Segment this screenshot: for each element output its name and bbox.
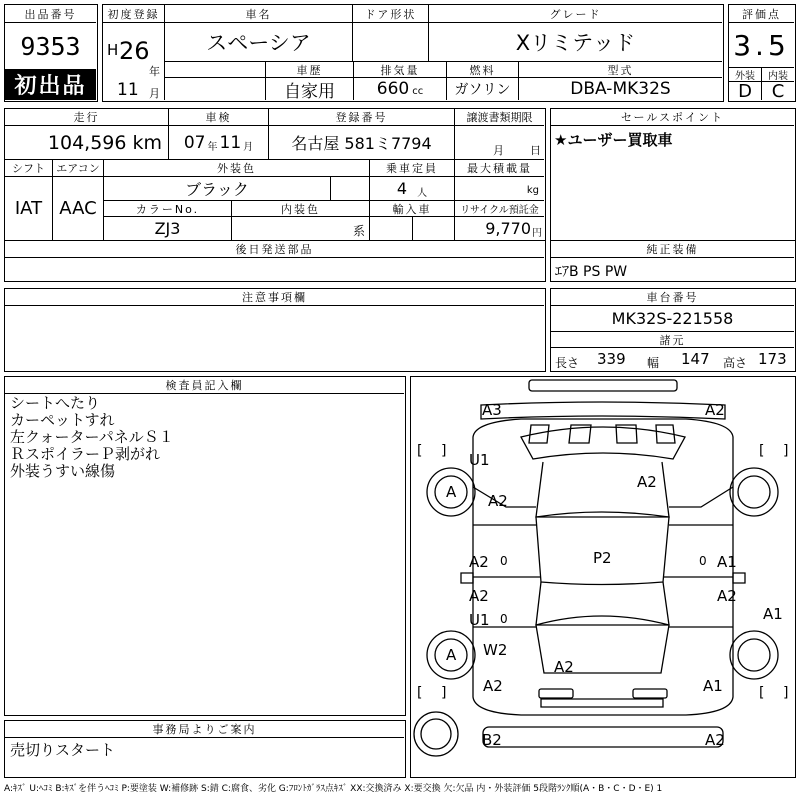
inspection-label: 車検	[205, 111, 232, 124]
damage-diagram-box	[410, 376, 796, 778]
registration-era: H	[107, 41, 119, 59]
max-load-unit: kg	[526, 185, 539, 196]
car-diagram	[411, 377, 794, 776]
registration-year-unit: 年	[149, 65, 160, 78]
mark-wheel-fl: A	[446, 483, 457, 501]
mark-rear-door-left-u: U1	[469, 611, 490, 629]
recycle-unit: 円	[532, 227, 542, 239]
lot-box	[4, 4, 98, 102]
ext-color-label: 外装色	[217, 162, 256, 175]
mark-rear-left-w: W2	[483, 641, 508, 659]
displacement-value: 660	[376, 79, 410, 99]
max-load-label: 最大積載量	[467, 162, 532, 175]
bracket-rear-left-close: ]	[441, 685, 447, 701]
history-label: 車歴	[296, 63, 323, 77]
later-parts-label: 後日発送部品	[235, 243, 314, 256]
bracket-rear-right-close: ]	[783, 685, 789, 701]
bracket-front-right-open: [	[759, 443, 765, 459]
recycle-cell	[455, 217, 544, 240]
shift-label: シフト	[12, 162, 45, 175]
mark-rear-door-left-zero: 0	[500, 612, 508, 626]
mark-front-left: A3	[482, 401, 502, 419]
mark-front-right: A2	[705, 401, 725, 419]
exterior-label: 外装	[735, 71, 755, 82]
mark-rear-door-left: A2	[469, 587, 489, 605]
chassis-box	[550, 288, 796, 372]
aircon-label: エアコン	[56, 162, 100, 175]
registration-label: 初度登録	[107, 7, 160, 21]
car-info-box	[102, 4, 724, 102]
mark-front-door-right: A1	[717, 553, 737, 571]
legend: A:ｷｽﾞ U:ﾍｺﾐ B:ｷｽﾞを伴うﾍｺﾐ P:要塗装 W:補修跡 S:錆 C:腐食、劣化 G:ﾌﾛﾝﾄｶﾞﾗｽ点ｷｽﾞ XX:交換済み X:要交換 欠:欠品 内・外装評価 5段階ﾗﾝｸ順(A・B・C・D・E) 1	[4, 784, 663, 794]
ext-color-value: ブラック	[185, 180, 249, 199]
inspector-note: 左クォーターパネルＳ１	[10, 428, 174, 446]
inspector-notes-list	[10, 395, 174, 480]
inspector-note: カーペットすれ	[10, 411, 115, 429]
office-notes-value: 売切りスタート	[10, 741, 116, 759]
history-value: 自家用	[284, 81, 335, 102]
displacement-cell	[354, 78, 446, 100]
score-label: 評価点	[742, 7, 781, 21]
inspector-note: シートへたり	[10, 394, 101, 412]
score-value: 3.5	[733, 28, 790, 62]
interior-value: C	[771, 80, 785, 102]
inspection-year: 07	[183, 132, 206, 153]
length-label: 長さ	[555, 356, 580, 370]
model-value: DBA-MK32S	[570, 79, 671, 99]
car-name-label: 車名	[245, 7, 272, 21]
mark-roof: P2	[593, 549, 612, 567]
mark-front-door-left-zero: 0	[500, 554, 508, 568]
cautions-box	[4, 288, 546, 372]
capacity-cell	[370, 177, 454, 200]
chassis-label: 車台番号	[646, 291, 699, 304]
exterior-value: D	[738, 80, 752, 102]
fuel-value: ガソリン	[454, 82, 511, 98]
registration-month: 11	[117, 80, 139, 100]
length-value: 339	[597, 350, 626, 368]
mileage-unit: km	[132, 131, 162, 154]
aircon-value: AAC	[59, 198, 97, 219]
shift-value: IAT	[14, 198, 43, 219]
bracket-front-right-close: ]	[783, 443, 789, 459]
specs-label: 諸元	[659, 333, 686, 347]
equipment-value: ｴｱB PS PW	[555, 264, 628, 280]
sales-points-box	[550, 108, 796, 242]
mark-rear-left: A2	[483, 677, 503, 695]
import-label: 輸入車	[392, 202, 432, 216]
inspection-month: 11	[219, 132, 242, 153]
recycle-value: 9,770	[485, 219, 531, 238]
int-color-suffix: 系	[352, 224, 365, 238]
bracket-front-left-open: [	[417, 443, 423, 459]
mark-bumper-rear-left: B2	[482, 731, 502, 749]
inspector-note: ＲスポイラーＰ剥がれ	[10, 445, 161, 463]
inspector-note: 外装うすい線傷	[10, 462, 116, 480]
height-label: 高さ	[723, 356, 748, 370]
cautions-label: 注意事項欄	[242, 291, 307, 304]
registration-month-cell	[103, 79, 164, 100]
transfer-docs-day-unit: 日	[530, 144, 541, 157]
car-name: スペーシア	[206, 31, 311, 55]
inspection-cell	[169, 126, 268, 159]
capacity-value: 4	[396, 179, 408, 198]
mark-wheel-rl: A	[446, 646, 457, 664]
mileage-label: 走行	[73, 111, 100, 124]
equipment-label: 純正装備	[646, 243, 699, 256]
lot-number: 9353	[20, 31, 81, 61]
mark-bumper-rear-right: A2	[705, 731, 725, 749]
mark-rear-door-right: A2	[717, 587, 737, 605]
door-value	[353, 23, 428, 61]
model-label: 型式	[607, 63, 634, 77]
mark-fender-left-u: U1	[469, 451, 490, 469]
color-no-value: ZJ3	[154, 219, 181, 238]
sales-points-label: セールスポイント	[620, 111, 724, 124]
bracket-front-left-close: ]	[441, 443, 447, 459]
fuel-label: 燃料	[469, 63, 496, 77]
mark-rear-right: A1	[703, 677, 723, 695]
plate-value: 名古屋 581ミ7794	[291, 134, 432, 153]
height-value: 173	[758, 350, 787, 368]
registration-value	[103, 23, 164, 79]
color-no-label: カラーNo.	[135, 202, 200, 216]
capacity-label: 乗車定員	[386, 162, 438, 175]
mileage-value: 104,596	[47, 131, 127, 154]
equipment-box	[550, 240, 796, 282]
inspector-notes-box	[4, 376, 406, 716]
registration-year: 26	[119, 37, 150, 65]
lot-label: 出品番号	[24, 7, 77, 21]
mileage-cell	[5, 126, 168, 159]
mark-hood: A2	[637, 473, 657, 491]
bracket-rear-left-open: [	[417, 685, 423, 701]
width-value: 147	[681, 350, 710, 368]
interior-label: 内装	[768, 71, 788, 82]
mark-front-door-right-zero: 0	[699, 554, 707, 568]
inspection-year-unit: 年	[207, 142, 218, 153]
inspector-notes-label: 検査員記入欄	[165, 379, 244, 392]
grade-value: Xリミテッド	[515, 31, 636, 55]
first-listing-badge: 初出品	[5, 69, 96, 100]
transfer-docs-label: 譲渡書類期限	[466, 111, 533, 124]
recycle-label: リサイクル預託金	[460, 205, 539, 216]
capacity-unit: 人	[417, 187, 428, 199]
transfer-docs-cell	[455, 126, 544, 159]
plate-label: 登録番号	[335, 111, 388, 124]
sales-points-value: ★ユーザー買取車	[554, 131, 673, 149]
transfer-docs-month-unit: 月	[493, 144, 504, 157]
displacement-unit: cc	[412, 86, 424, 97]
office-notes-label: 事務局よりご案内	[152, 723, 257, 736]
office-notes-box	[4, 720, 406, 778]
bracket-rear-right-open: [	[759, 685, 765, 701]
mark-right-quarter: A1	[763, 605, 783, 623]
mark-front-door-left: A2	[469, 553, 489, 571]
grade-label: グレード	[549, 7, 602, 21]
later-parts-box	[4, 240, 546, 282]
mark-fender-left: A2	[488, 492, 508, 510]
inspection-month-unit: 月	[243, 142, 254, 153]
score-box	[728, 4, 796, 102]
displacement-label: 排気量	[380, 63, 420, 77]
details-box	[4, 108, 546, 242]
width-label: 幅	[647, 356, 660, 370]
mark-trunk: A2	[554, 658, 574, 676]
chassis-value: MK32S-221558	[611, 308, 734, 328]
door-label: ドア形状	[364, 7, 417, 21]
int-color-label: 内装色	[281, 202, 320, 216]
registration-month-unit: 月	[149, 87, 160, 100]
